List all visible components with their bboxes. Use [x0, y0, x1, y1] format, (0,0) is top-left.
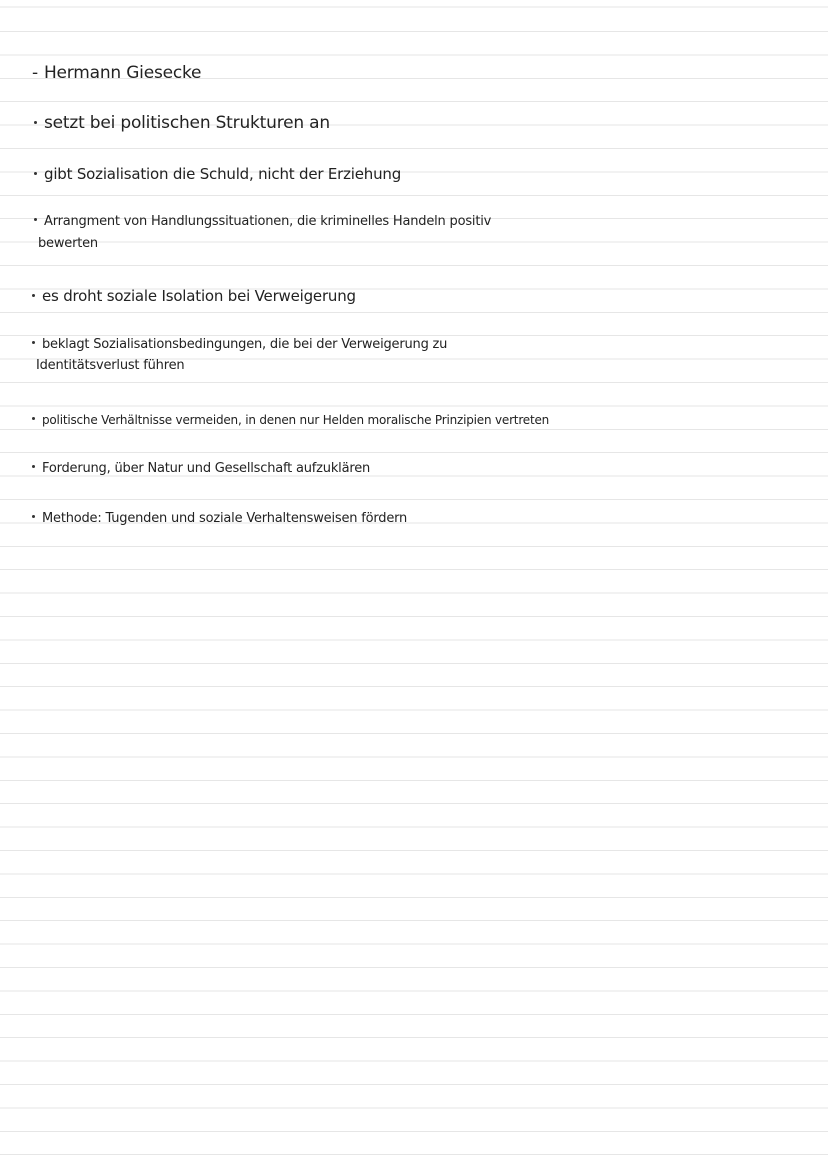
- note-item: [32, 461, 370, 476]
- heading-line: [32, 63, 201, 83]
- note-text: bewerten: [38, 236, 98, 251]
- note-text: gibt Sozialisation die Schuld, nicht der Erziehung: [44, 165, 402, 183]
- bullet-icon: [32, 294, 35, 297]
- note-item: [32, 337, 447, 352]
- note-text: beklagt Sozialisationsbedingungen, die bei der Verweigerung zu: [42, 337, 448, 352]
- note-text: Forderung, über Natur und Gesellschaft aufzuklären: [42, 461, 371, 476]
- bullet-icon: [32, 465, 35, 468]
- note-item: [32, 511, 407, 526]
- note-text: Identitätsverlust führen: [36, 358, 185, 373]
- dash-marker: -: [32, 63, 38, 83]
- note-text: setzt bei politischen Strukturen an: [44, 113, 330, 133]
- heading-text: Hermann Giesecke: [43, 63, 202, 83]
- note-text: politische Verhältnisse vermeiden, in denen nur Helden moralische Prinzipien vertreten: [42, 413, 550, 427]
- note-item: [34, 165, 401, 183]
- bullet-icon: [34, 121, 37, 124]
- bullet-icon: [32, 341, 35, 344]
- bullet-icon: [32, 417, 35, 420]
- note-item: [34, 214, 491, 229]
- note-text: Methode: Tugenden und soziale Verhaltensweisen fördern: [42, 511, 408, 526]
- bullet-icon: [34, 218, 37, 221]
- bullet-icon: [32, 515, 35, 518]
- note-item: [34, 113, 330, 133]
- note-continuation: [38, 236, 98, 251]
- bullet-icon: [34, 172, 37, 175]
- note-continuation: [36, 358, 184, 373]
- note-text: Arrangment von Handlungssituationen, die kriminelles Handeln positiv: [44, 214, 492, 229]
- note-item: [32, 413, 549, 427]
- note-item: [32, 287, 356, 305]
- note-text: es droht soziale Isolation bei Verweigerung: [42, 287, 356, 305]
